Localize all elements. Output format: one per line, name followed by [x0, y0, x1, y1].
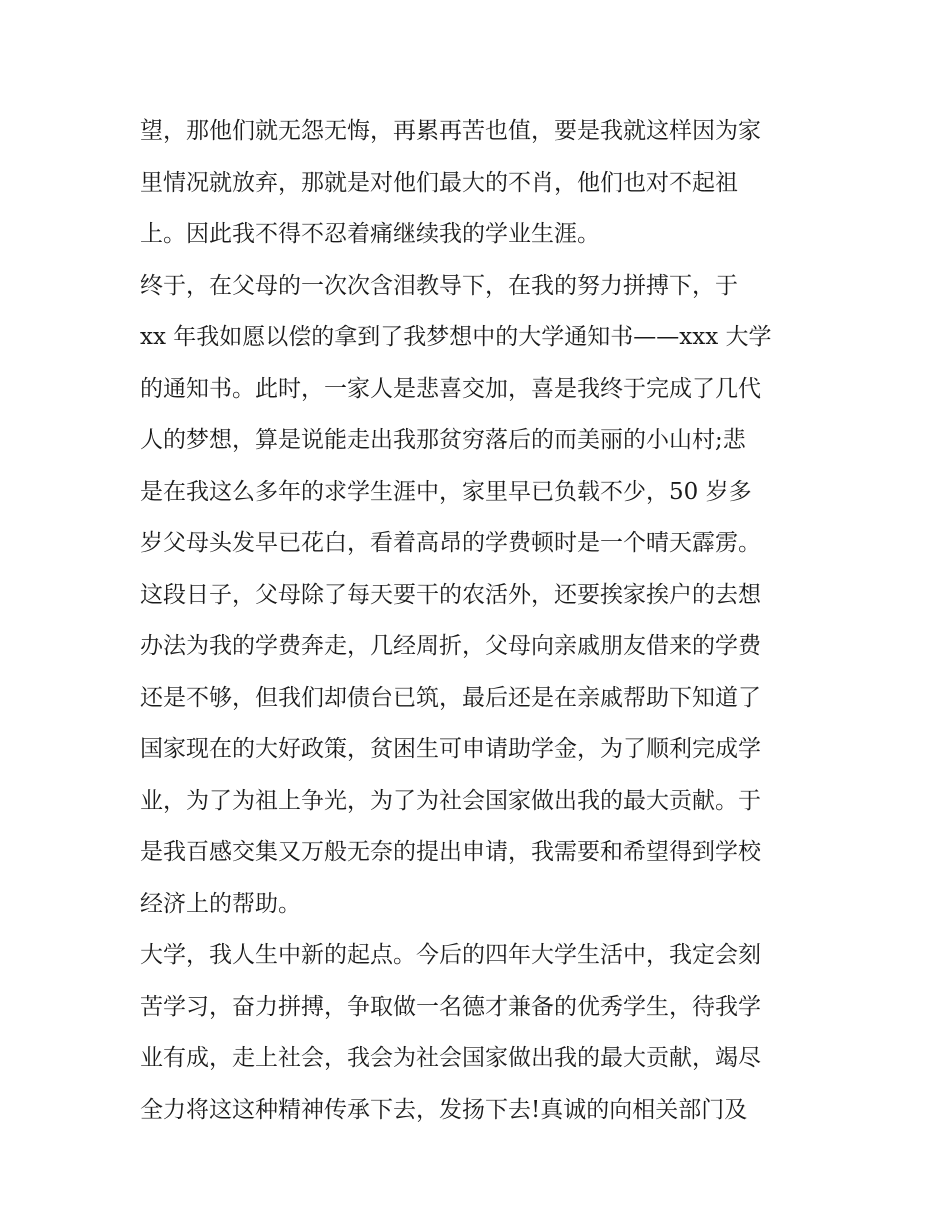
text-line-10: 这段日子，父母除了每天要干的农活外，还要挨家挨户的去想 — [140, 581, 761, 608]
text-line-9: 岁父母头发早已花白，看着高昂的学费顿时是一个晴天霹雳。 — [140, 530, 761, 556]
text-line-15: 是我百感交集又万般无奈的提出申请，我需要和希望得到学校 — [140, 839, 761, 865]
text-line-6: 的通知书。此时，一家人是悲喜交加，喜是我终于完成了几代 — [140, 375, 761, 402]
text-line-5: xx 年我如愿以偿的拿到了我梦想中的大学通知书——xxx 大学 — [140, 324, 772, 350]
text-line-14: 业，为了为祖上争光，为了为社会国家做出我的最大贡献。于 — [140, 787, 761, 814]
text-line-19: 业有成，走上社会，我会为社会国家做出我的最大贡献，竭尽 — [140, 1045, 761, 1071]
text-line-12: 还是不够，但我们却债台已筑，最后还是在亲戚帮助下知道了 — [140, 684, 761, 711]
text-line-17: 大学，我人生中新的起点。今后的四年大学生活中，我定会刻 — [140, 942, 761, 968]
text-line-2: 里情况就放弃，那就是对他们最大的不肖，他们也对不起祖 — [140, 169, 738, 196]
document-body-text — [140, 106, 830, 1136]
text-line-3: 上。因此我不得不忍着痛继续我的学业生涯。 — [140, 221, 600, 247]
text-line-11: 办法为我的学费奔走，几经周折，父母向亲戚朋友借来的学费 — [140, 633, 761, 659]
text-line-7: 人的梦想，算是说能走出我那贫穷落后的而美丽的小山村;悲 — [140, 427, 746, 453]
text-line-8: 是在我这么多年的求学生涯中，家里早已负载不少，50 岁多 — [140, 478, 752, 505]
text-line-1: 望，那他们就无怨无悔，再累再苦也值，要是我就这样因为家 — [140, 118, 761, 144]
text-line-20: 全力将这这种精神传承下去，发扬下去!真诚的向相关部门及 — [140, 1096, 748, 1123]
text-line-18: 苦学习，奋力拼搏，争取做一名德才兼备的优秀学生，待我学 — [140, 993, 761, 1020]
text-line-13: 国家现在的大好政策，贫困生可申请助学金，为了顺利完成学 — [140, 736, 761, 762]
text-line-4: 终于，在父母的一次次含泪教导下，在我的努力拼搏下，于 — [140, 272, 738, 299]
text-line-16: 经济上的帮助。 — [140, 890, 301, 917]
